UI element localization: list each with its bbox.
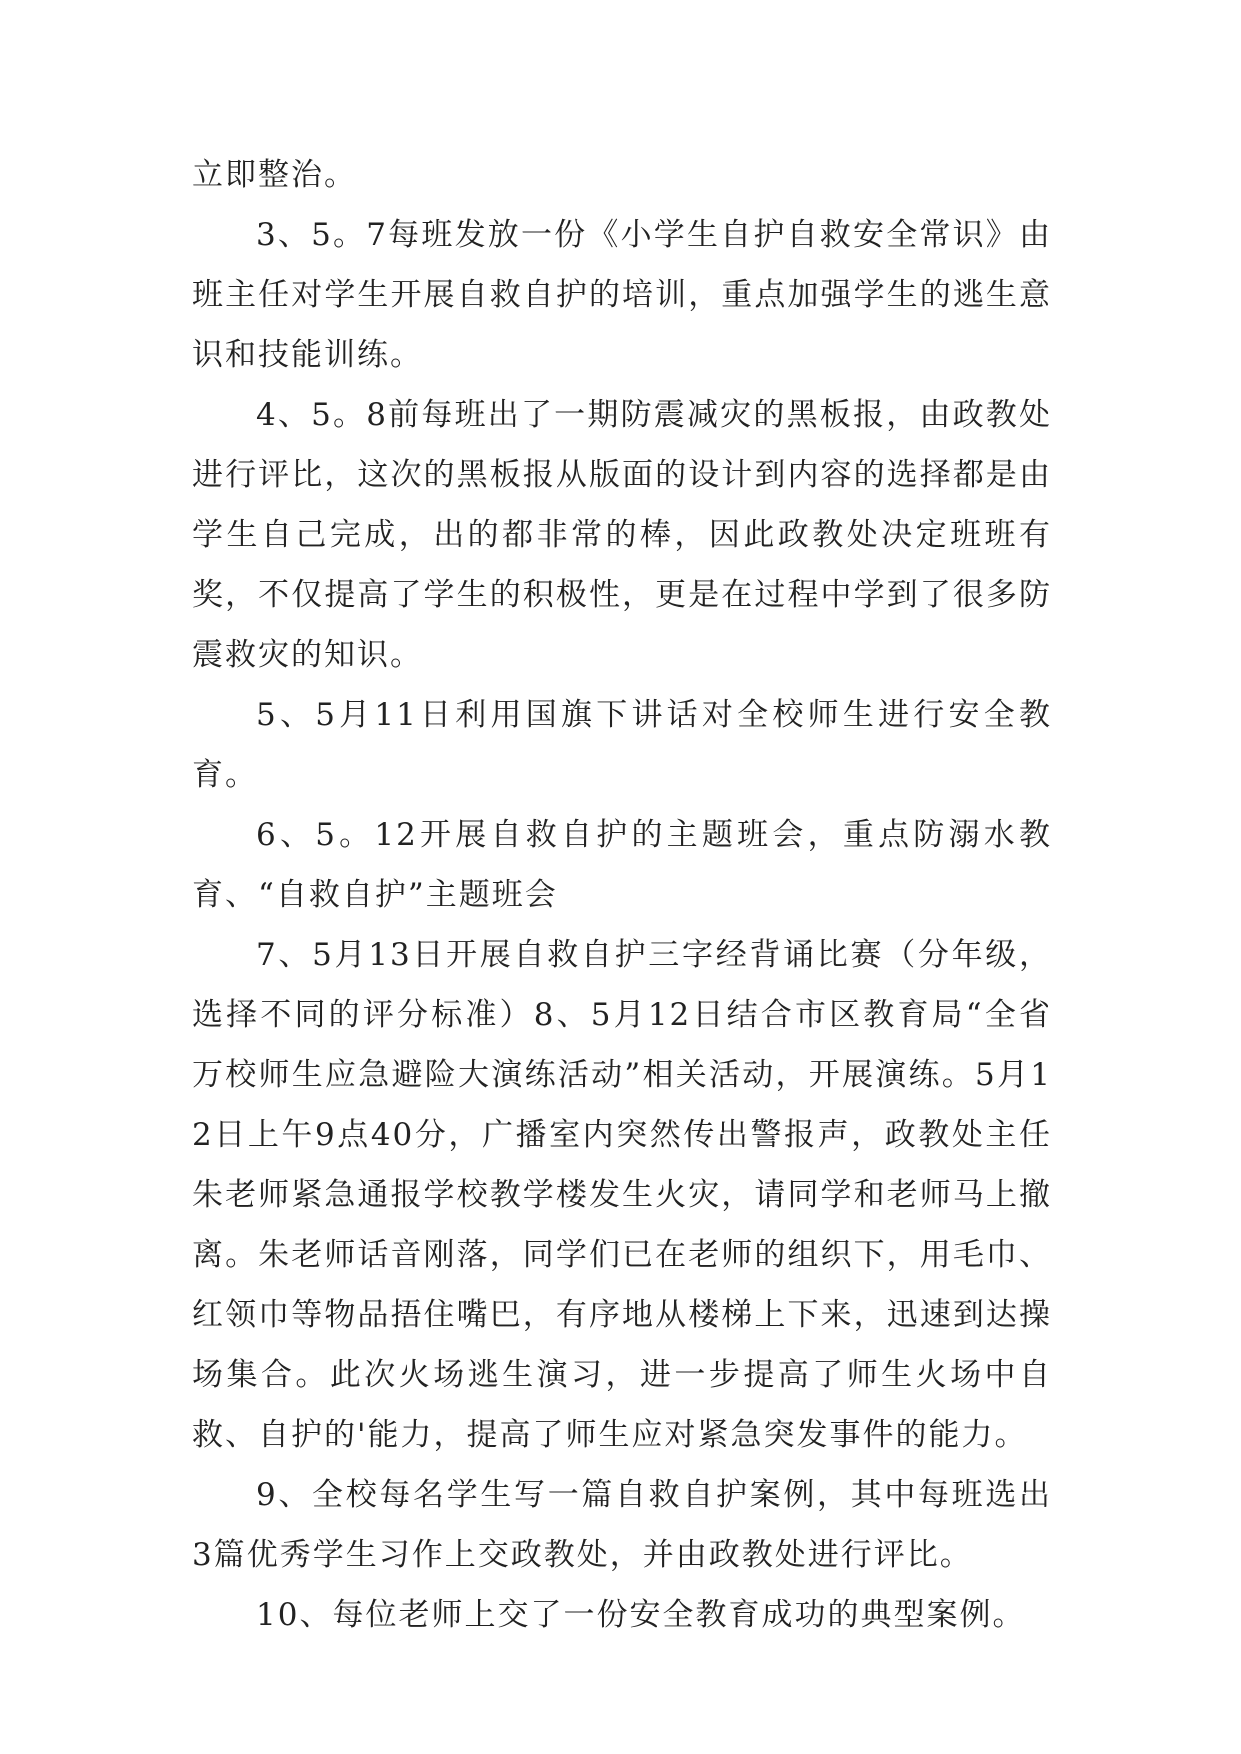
paragraph-2: 3、5。7每班发放一份《小学生自护自救安全常识》由班主任对学生开展自救自护的培训，重点加强学生的逃生意识和技能训练。 [192, 217, 1052, 373]
paragraph-1: 立即整治。 [192, 157, 357, 193]
paragraph-4: 5、5月11日利用国旗下讲话对全校师生进行安全教育。 [192, 697, 1052, 793]
paragraph-5: 6、5。12开展自救自护的主题班会，重点防溺水教育、“自救自护”主题班会 [192, 817, 1052, 913]
paragraph-6: 7、5月13日开展自救自护三字经背诵比赛（分年级，选择不同的评分标准）8、5月12日结合市区教育局“全省万校师生应急避险大演练活动”相关活动，开展演练。5月12日上午9点40分，广播室内突然传出警报声，政教处主任朱老师紧急通报学校教学楼发生火灾，请同学和老师马上撤离。朱老师话音刚落，同学们已在老师的组织下，用毛巾、红领巾等物品捂住嘴巴，有序地从楼梯上下来，迅速到达操场集合。此次火场逃生演习，进一步提高了师生火场中自救、自护的'能力，提高了师生应对紧急突发事件的能力。 [192, 937, 1052, 1453]
document-body [192, 145, 1052, 1645]
paragraph-3: 4、5。8前每班出了一期防震减灾的黑板报，由政教处进行评比，这次的黑板报从版面的设计到内容的选择都是由学生自己完成，出的都非常的棒，因此政教处决定班班有奖，不仅提高了学生的积极性，更是在过程中学到了很多防震救灾的知识。 [192, 397, 1052, 673]
paragraph-8: 10、每位老师上交了一份安全教育成功的典型案例。 [256, 1597, 1026, 1633]
paragraph-7: 9、全校每名学生写一篇自救自护案例，其中每班选出3篇优秀学生习作上交政教处，并由政教处进行评比。 [192, 1477, 1052, 1573]
